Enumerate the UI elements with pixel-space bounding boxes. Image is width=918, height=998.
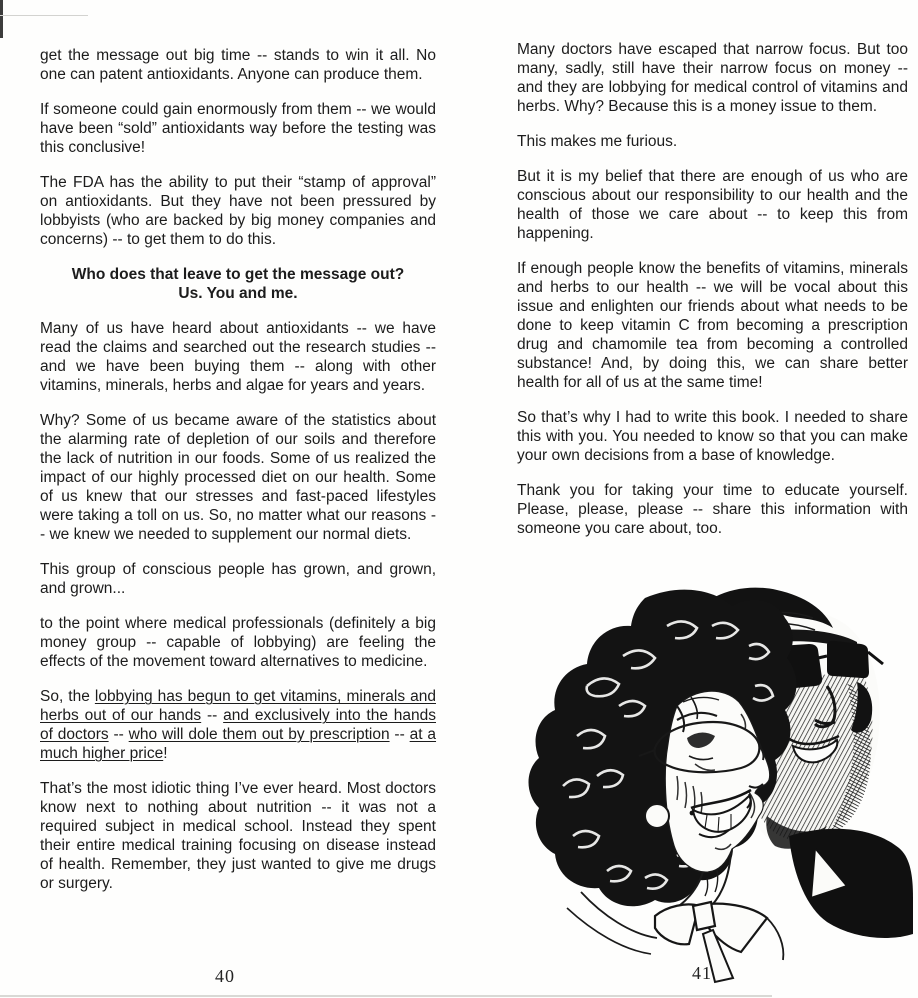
underlined-phrase: who will dole them out by prescription — [128, 726, 390, 743]
paragraph: That’s the most idiotic thing I’ve ever heard. Most doctors know next to nothing about nutrition -- it was not a required subject in medical school. Instead they spent their entire medical training focusing on disease instead of health. Remember, they just wanted to give me drugs or surgery. — [40, 780, 436, 892]
section-heading: Who does that leave to get the message out? Us. You and me. — [71, 266, 405, 302]
paragraph: If enough people know the benefits of vitamins, minerals and herbs to our health -- we will be vocal about this issue and enlighten our friends about what needs to be done to keep vitamin C from becoming a prescription drug and chamomile tea from becoming a controlled substance! And, by doing this, we can share better health for all of us at the same time! — [517, 260, 908, 391]
scan-edge-artifact — [0, 995, 772, 997]
paragraph — [40, 687, 436, 763]
text-segment: -- — [389, 726, 410, 743]
elderly-couple-illustration — [527, 586, 915, 986]
woman-figure — [529, 590, 797, 982]
underlined-phrase: at a much higher price — [40, 726, 437, 762]
text-segment: ! — [163, 745, 168, 762]
paragraph: get the message out big time -- stands to win it all. No one can patent antioxidants. Anyone can produce them. — [40, 47, 436, 83]
woman-earring — [645, 804, 669, 828]
underlined-phrase: lobbying has begun to get vitamins, minerals and herbs out of our hands — [40, 688, 436, 724]
right-page-text-column — [517, 40, 908, 538]
paragraph: Thank you for taking your time to educate yourself. Please, please, please -- share this information with someone you care about, too. — [517, 482, 908, 537]
page-number-right: 41 — [692, 963, 712, 983]
paragraph: If someone could gain enormously from them -- we would have been “sold” antioxidants way before the testing was this conclusive! — [40, 101, 436, 156]
paragraph: The FDA has the ability to put their “stamp of approval” on antioxidants. But they have not been pressured by lobbyists (who are backed by big money companies and concerns) -- to get them to do this. — [40, 174, 436, 248]
text-segment: -- — [108, 726, 129, 743]
paragraph: Many of us have heard about antioxidants -- we have read the claims and searched out the research studies -- and we have been buying them -- along with other vitamins, minerals, herbs and algae for years and years. — [40, 320, 436, 394]
underlined-phrase: and exclusively into the hands of doctors — [40, 707, 436, 743]
scan-edge-artifact — [0, 0, 3, 38]
elderly-couple-illustration-svg — [527, 586, 915, 986]
text-segment: -- — [201, 707, 224, 724]
scan-edge-artifact — [0, 15, 88, 16]
paragraph: Many doctors have escaped that narrow focus. But too many, sadly, still have their narrow focus on money -- and they are lobbying for medical control of vitamins and herbs. Why? Because this is a money issue to them. — [517, 41, 908, 115]
left-page-text-column — [40, 46, 436, 893]
paragraph: This group of conscious people has grown, and grown, and grown... — [40, 561, 436, 597]
paragraph: But it is my belief that there are enough of us who are conscious about our responsibility to our health and the health of those we care about -- to keep this from happening. — [517, 168, 908, 242]
page-number-left: 40 — [215, 966, 235, 986]
paragraph: to the point where medical professionals (definitely a big money group -- capable of lobbying) are feeling the effects of the movement toward alternatives to medicine. — [40, 615, 436, 670]
text-segment: So, the — [40, 688, 95, 705]
man-shoulder — [789, 829, 913, 938]
paragraph: This makes me furious. — [517, 133, 678, 150]
paragraph: Why? Some of us became aware of the statistics about the alarming rate of depletion of our soils and therefore the lack of nutrition in our foods. Some of us realized the impact of our highly processed diet on our health. Some of us knew that our stresses and fast-paced lifestyles were taking a toll on us. So, no matter what our reasons -- we knew we needed to supplement our normal diets. — [40, 412, 436, 543]
paragraph: So that’s why I had to write this book. I needed to share this with you. You needed to know so that you can make your own decisions from a base of knowledge. — [517, 409, 908, 464]
